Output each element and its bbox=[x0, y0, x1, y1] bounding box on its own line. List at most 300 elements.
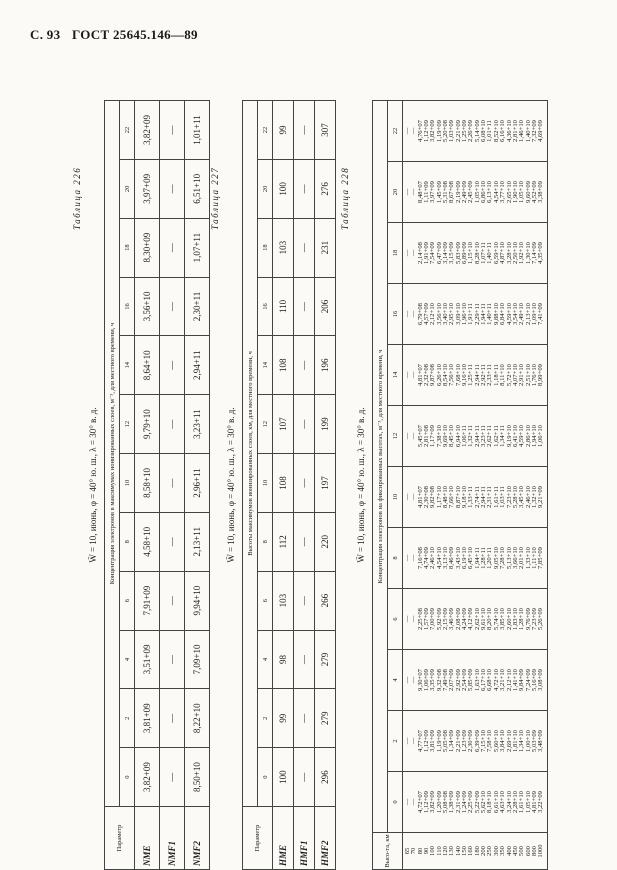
table-cell: 1,94+11 bbox=[480, 303, 488, 325]
table-cell: 9,16+10 bbox=[461, 364, 469, 386]
table-cell: 3,22+09 bbox=[537, 791, 545, 813]
table-cell: 6,16+10 bbox=[499, 120, 507, 142]
hour-header: 20 bbox=[120, 159, 135, 218]
table-cell: — bbox=[294, 689, 315, 748]
table-cell: 9,79+10 bbox=[135, 395, 160, 454]
value-column bbox=[403, 772, 548, 833]
table-cell: 3,82+09 bbox=[429, 791, 437, 813]
table-cell: 3,82+09 bbox=[135, 101, 160, 160]
table-cell: 7,15+10 bbox=[480, 730, 488, 752]
height-value: 300 bbox=[492, 846, 500, 856]
table-cell: 7,00+09 bbox=[429, 608, 437, 630]
table-cell: 2,30+08 bbox=[423, 486, 431, 508]
hour-header: 0 bbox=[120, 748, 135, 807]
param-name: HMF2 bbox=[315, 807, 336, 870]
table-cell: — bbox=[294, 630, 315, 689]
table-cell: 4,36+10 bbox=[505, 120, 513, 142]
table-cell: — bbox=[294, 101, 315, 160]
table-cell: 1,23+09 bbox=[461, 730, 469, 752]
table-cell: 1,38+09 bbox=[448, 791, 456, 813]
value-column bbox=[403, 467, 548, 528]
table-cell: 7,32+09 bbox=[530, 120, 538, 142]
table-cell: 3,77+10 bbox=[499, 181, 507, 203]
table-cell: 8,30+09 bbox=[135, 218, 160, 277]
hour-header: 18 bbox=[258, 218, 273, 277]
height-value: 130 bbox=[448, 846, 456, 856]
table-cell: 8,64+10 bbox=[135, 336, 160, 395]
table-cell: — bbox=[160, 336, 185, 395]
table-cell: 6,17+10 bbox=[480, 669, 488, 691]
table-cell: 2,91+10 bbox=[518, 364, 526, 386]
table-cell: 112 bbox=[273, 512, 294, 571]
hour-header: 2 bbox=[388, 711, 403, 772]
table-cell: 3,28+10 bbox=[505, 242, 513, 264]
page-number: С. 93 bbox=[30, 27, 61, 42]
table-cell: 3,84+10 bbox=[499, 730, 507, 752]
table-cell: 1,33+11 bbox=[467, 486, 475, 508]
table-cell: 7,54+09 bbox=[429, 242, 437, 264]
table-cell: 1,01+11 bbox=[486, 120, 494, 142]
table-cell: 5,85+09 bbox=[467, 669, 475, 691]
table-cell: 1,05+10 bbox=[518, 181, 526, 203]
param-name: NMF1 bbox=[160, 807, 185, 870]
param-name: NME bbox=[135, 807, 160, 870]
table-cell: 5,20+08 bbox=[442, 120, 450, 142]
table-cell: 2,46+10 bbox=[524, 486, 532, 508]
hour-header: 16 bbox=[120, 277, 135, 336]
hour-header: 22 bbox=[388, 101, 403, 162]
table-cell: 3,09+10 bbox=[454, 303, 462, 325]
table-cell: 3,14+09 bbox=[442, 242, 450, 264]
table-cell: 2,32+08 bbox=[423, 364, 431, 386]
height-header: Высо-та, км bbox=[373, 833, 403, 870]
hour-header: 12 bbox=[258, 395, 273, 454]
table-cell: 6,13+10 bbox=[486, 181, 494, 203]
table-cell: 8,22+10 bbox=[185, 689, 210, 748]
height-value: 150 bbox=[461, 846, 469, 856]
table-cell: 4,58+10 bbox=[135, 512, 160, 571]
hour-header: 4 bbox=[120, 630, 135, 689]
table-cell: 4,81+09 bbox=[530, 791, 538, 813]
table-cell: 1,76+10 bbox=[530, 364, 538, 386]
table-cell: 276 bbox=[315, 159, 336, 218]
height-value: 350 bbox=[499, 846, 507, 856]
table-cell: 9,69+10 bbox=[442, 425, 450, 447]
height-value: 65 bbox=[404, 847, 411, 855]
table-cell: 3,48+09 bbox=[537, 730, 545, 752]
height-value: 110 bbox=[435, 846, 443, 856]
table-cell: 2,65+10 bbox=[505, 181, 513, 203]
table-cell: 4,54+10 bbox=[435, 547, 443, 569]
table-cell: 2,74+11 bbox=[473, 486, 481, 508]
table-cell: 103 bbox=[273, 218, 294, 277]
table-cell: 1,19+09 bbox=[435, 730, 443, 752]
table-cell: 6,89+09 bbox=[461, 242, 469, 264]
table-cell: 3,24+10 bbox=[505, 791, 513, 813]
table-cell: 9,84+09 bbox=[518, 669, 526, 691]
table-cell: 6,26+10 bbox=[435, 364, 443, 386]
height-value: 200 bbox=[480, 846, 488, 856]
table-cell: 1,18+11 bbox=[492, 364, 500, 386]
table-cell: 5,26+09 bbox=[537, 608, 545, 630]
table-cell: — bbox=[410, 798, 418, 806]
table-cell: 1,17+10 bbox=[435, 486, 443, 508]
table-226-subcaption: Концентрация электронов в максимумах ионизированных слоев, м⁻³, для местного времени, ч bbox=[105, 101, 120, 807]
table-cell: 2,60+10 bbox=[505, 608, 513, 630]
table-cell: — bbox=[404, 493, 411, 501]
table-cell: 6,68+10 bbox=[486, 669, 494, 691]
table-cell: 1,25+11 bbox=[467, 364, 475, 386]
table-cell: 1,05+10 bbox=[524, 791, 532, 813]
table-cell: 2,30+09 bbox=[467, 730, 475, 752]
table-cell: 108 bbox=[273, 336, 294, 395]
hour-header: 18 bbox=[388, 223, 403, 284]
table-226-caption: W̄ = 10, июнь, φ = 40° ю. ш., λ = 30° в. д. bbox=[88, 407, 98, 563]
hour-header: 18 bbox=[120, 218, 135, 277]
table-cell: — bbox=[410, 249, 418, 257]
table-cell: 1,96+10 bbox=[461, 303, 469, 325]
height-value: 800 bbox=[530, 846, 538, 856]
table-cell: 7,41+09 bbox=[537, 303, 545, 325]
height-value: 160 bbox=[467, 846, 475, 856]
table-cell: 7,23+09 bbox=[530, 608, 538, 630]
value-column bbox=[403, 223, 548, 284]
value-column bbox=[403, 284, 548, 345]
table-cell: — bbox=[294, 571, 315, 630]
hour-header: 6 bbox=[388, 589, 403, 650]
hour-header: 16 bbox=[258, 277, 273, 336]
height-value: 100 bbox=[429, 846, 437, 856]
table-cell: 1,45+09 bbox=[435, 181, 443, 203]
table-cell: 1,06+10 bbox=[537, 425, 545, 447]
table-cell: 4,81+07 bbox=[416, 364, 424, 386]
table-cell: 1,91+11 bbox=[467, 303, 475, 325]
table-cell: 197 bbox=[315, 454, 336, 513]
table-cell: — bbox=[404, 127, 411, 135]
height-value: 80 bbox=[416, 847, 424, 855]
table-cell: 2,30+11 bbox=[185, 277, 210, 336]
table-cell: 5,62+10 bbox=[480, 791, 488, 813]
height-value: 450 bbox=[511, 846, 519, 856]
param-name: NMF2 bbox=[185, 807, 210, 870]
table-cell: 8,46+09 bbox=[448, 547, 456, 569]
table-cell: 1,32+10 bbox=[530, 486, 538, 508]
table-cell: 6,45+10 bbox=[467, 547, 475, 569]
height-value: 70 bbox=[410, 847, 418, 855]
table-cell: — bbox=[410, 310, 418, 318]
table-cell: 1,06+11 bbox=[461, 425, 469, 447]
table-cell: 2,25+09 bbox=[467, 791, 475, 813]
table-227-caption: W̄ = 10, июнь, φ = 40° ю. ш., λ = 30° в. д. bbox=[226, 407, 236, 563]
table-cell: — bbox=[404, 676, 411, 684]
table-cell: — bbox=[410, 676, 418, 684]
table-cell: 4,24+09 bbox=[461, 608, 469, 630]
table-cell: 9,61+10 bbox=[480, 608, 488, 630]
table-cell: 1,03+11 bbox=[499, 486, 507, 508]
table-cell: — bbox=[294, 748, 315, 807]
table-cell: 2,33+11 bbox=[486, 364, 494, 386]
table-cell: 6,59+10 bbox=[492, 242, 500, 264]
table-cell: 1,12+09 bbox=[423, 120, 431, 142]
value-column bbox=[403, 406, 548, 467]
table-cell: 8,11+10 bbox=[499, 364, 507, 386]
table-cell: 7,58+10 bbox=[486, 730, 494, 752]
value-column bbox=[403, 650, 548, 711]
table-cell: 9,60+09 bbox=[524, 181, 532, 203]
table-cell: 2,19+09 bbox=[454, 181, 462, 203]
table-cell: 1,15+10 bbox=[467, 242, 475, 264]
table-cell: 1,34+09 bbox=[448, 730, 456, 752]
table-cell: 1,20+09 bbox=[435, 791, 443, 813]
table-cell: 4,54+10 bbox=[492, 181, 500, 203]
table-cell: 1,40+11 bbox=[486, 242, 494, 264]
table-cell: 1,34+10 bbox=[518, 730, 526, 752]
table-cell: — bbox=[404, 188, 411, 196]
table-cell: — bbox=[294, 454, 315, 513]
table-cell: 3,85+10 bbox=[499, 608, 507, 630]
param-name: HME bbox=[273, 807, 294, 870]
table-cell: 1,20+11 bbox=[486, 547, 494, 569]
table-228-label: Таблица 228 bbox=[340, 166, 350, 230]
hour-header: 8 bbox=[120, 512, 135, 571]
table-cell: 1,91+09 bbox=[423, 242, 431, 264]
table-cell: 1,40+11 bbox=[486, 303, 494, 325]
table-cell: — bbox=[404, 249, 411, 257]
table-cell: 6,41+10 bbox=[511, 425, 519, 447]
table-cell: 2,62+11 bbox=[486, 425, 494, 447]
table-cell: — bbox=[404, 371, 411, 379]
table-cell: 8,20+10 bbox=[486, 608, 494, 630]
table-cell: — bbox=[410, 432, 418, 440]
table-cell: 6,94+10 bbox=[454, 425, 462, 447]
table-cell: 8,48+10 bbox=[442, 486, 450, 508]
table-cell: 5,31+08 bbox=[442, 181, 450, 203]
table-cell: 2,95+10 bbox=[448, 303, 456, 325]
table-cell: 8,99+09 bbox=[537, 364, 545, 386]
table-cell: 196 bbox=[315, 336, 336, 395]
table-cell: 2,94+11 bbox=[480, 486, 488, 508]
table-cell: 279 bbox=[315, 630, 336, 689]
table-cell: 7,16+08 bbox=[416, 547, 424, 569]
table-cell: 5,92+09 bbox=[435, 608, 443, 630]
table-cell: 3,56+10 bbox=[435, 303, 443, 325]
table-cell: 4,81+07 bbox=[416, 486, 424, 508]
table-cell: 1,05+10 bbox=[473, 181, 481, 203]
rotated-content bbox=[70, 100, 600, 870]
table-cell: 2,54+09 bbox=[461, 669, 469, 691]
table-row bbox=[135, 101, 160, 870]
hour-header: 4 bbox=[388, 650, 403, 711]
table-cell: — bbox=[410, 615, 418, 623]
value-column bbox=[403, 589, 548, 650]
table-cell: — bbox=[404, 798, 411, 806]
table-cell: 4,52+09 bbox=[530, 181, 538, 203]
table-cell: 7,66+10 bbox=[448, 486, 456, 508]
height-value: 1000 bbox=[537, 844, 545, 858]
table-cell: — bbox=[160, 571, 185, 630]
table-cell: 2,01+10 bbox=[518, 547, 526, 569]
table-cell: 296 bbox=[315, 748, 336, 807]
table-cell: 2,14+08 bbox=[416, 242, 424, 264]
table-cell: 1,34+11 bbox=[499, 425, 507, 447]
value-column bbox=[403, 162, 548, 223]
table-cell: 9,05+10 bbox=[492, 547, 500, 569]
table-cell: 1,40+10 bbox=[524, 120, 532, 142]
table-cell: 5,03+09 bbox=[530, 730, 538, 752]
table-cell: 8,67+08 bbox=[448, 181, 456, 203]
table-cell: 7,09+10 bbox=[185, 630, 210, 689]
table-cell: 1,01+11 bbox=[185, 101, 210, 160]
table-cell: — bbox=[410, 188, 418, 196]
table-cell: 220 bbox=[315, 512, 336, 571]
table-cell: 3,51+09 bbox=[135, 630, 160, 689]
table-cell: 8,48+07 bbox=[416, 181, 424, 203]
hour-header: 12 bbox=[120, 395, 135, 454]
table-cell: 5,60+10 bbox=[492, 730, 500, 752]
table-row bbox=[185, 101, 210, 870]
table-cell: 9,87+08 bbox=[429, 364, 437, 386]
table-cell: 2,08+09 bbox=[454, 608, 462, 630]
table-cell: 2,31+11 bbox=[486, 486, 494, 508]
table-cell: 1,17+09 bbox=[429, 425, 437, 447]
table-cell: 1,92+10 bbox=[518, 242, 526, 264]
table-cell: — bbox=[410, 371, 418, 379]
hour-header: 14 bbox=[258, 336, 273, 395]
table-cell: 4,77+07 bbox=[416, 730, 424, 752]
hour-header: 14 bbox=[120, 336, 135, 395]
table-cell: 266 bbox=[315, 571, 336, 630]
table-cell: 7,23+10 bbox=[505, 486, 513, 508]
table-cell: 3,13+10 bbox=[442, 547, 450, 569]
table-cell: 4,12+09 bbox=[467, 608, 475, 630]
hour-header: 20 bbox=[258, 159, 273, 218]
hour-header: 22 bbox=[120, 101, 135, 160]
hour-header: 10 bbox=[258, 454, 273, 513]
table-cell: 3,38+09 bbox=[537, 181, 545, 203]
table-cell: 4,59+10 bbox=[518, 425, 526, 447]
table-cell: — bbox=[404, 554, 411, 562]
table-cell: 9,32+08 bbox=[435, 669, 443, 691]
table-cell: 5,14+09 bbox=[473, 120, 481, 142]
hour-header: 2 bbox=[120, 689, 135, 748]
table-cell: 3,81+09 bbox=[135, 689, 160, 748]
table-cell: 1,07+11 bbox=[185, 218, 210, 277]
table-cell: 3,40+10 bbox=[442, 303, 450, 325]
table-cell: 1,57+09 bbox=[423, 608, 431, 630]
table-cell: 2,92+11 bbox=[480, 364, 488, 386]
table-cell: 7,91+09 bbox=[135, 571, 160, 630]
hour-header: 0 bbox=[258, 748, 273, 807]
table-cell: 1,33+10 bbox=[524, 547, 532, 569]
table-cell: — bbox=[410, 554, 418, 562]
table-228-subcaption: Концентрация электронов на фиксированных высотах, м⁻³, для местного времени, ч bbox=[373, 101, 388, 833]
table-cell: 1,07+11 bbox=[480, 242, 488, 264]
table-cell: — bbox=[294, 336, 315, 395]
hour-header: 2 bbox=[258, 689, 273, 748]
table-cell: 9,30+07 bbox=[416, 669, 424, 691]
table-cell: 5,08+08 bbox=[442, 791, 450, 813]
table-cell: — bbox=[160, 218, 185, 277]
table-cell: 2,28+10 bbox=[511, 791, 519, 813]
table-cell: 1,11+09 bbox=[423, 181, 431, 203]
table-cell: 2,51+10 bbox=[524, 364, 532, 386]
table-cell: — bbox=[294, 395, 315, 454]
table-cell: 7,14+09 bbox=[530, 242, 538, 264]
table-cell: 3,23+11 bbox=[480, 425, 488, 447]
table-cell: 4,07+10 bbox=[511, 364, 519, 386]
table-cell: 6,61+10 bbox=[492, 791, 500, 813]
table-cell: 3,43+10 bbox=[454, 547, 462, 569]
table-cell: 3,97+09 bbox=[135, 159, 160, 218]
param-header: Параметр bbox=[243, 807, 273, 870]
table-cell: 4,87+10 bbox=[499, 242, 507, 264]
table-cell: 108 bbox=[273, 454, 294, 513]
table-cell: 4,74+09 bbox=[423, 547, 431, 569]
table-cell: 3,21+10 bbox=[499, 669, 507, 691]
height-value: 180 bbox=[473, 846, 481, 856]
table-227-label: Таблица 227 bbox=[210, 166, 220, 230]
table-cell: 2,07+09 bbox=[448, 669, 456, 691]
table-cell: 7,49+08 bbox=[442, 669, 450, 691]
table-cell: 2,49+09 bbox=[461, 181, 469, 203]
table-cell: 100 bbox=[273, 748, 294, 807]
table-cell: 1,83+10 bbox=[511, 608, 519, 630]
table-cell: 2,29+11 bbox=[473, 303, 481, 325]
hour-header: 6 bbox=[120, 571, 135, 630]
table-cell: — bbox=[160, 748, 185, 807]
table-cell: 2,21+09 bbox=[454, 120, 462, 142]
table-cell: 8,87+10 bbox=[454, 486, 462, 508]
table-cell: — bbox=[160, 689, 185, 748]
height-value: 140 bbox=[454, 846, 462, 856]
standard-code: ГОСТ 25645.146—89 bbox=[71, 27, 198, 42]
table-226-label: Таблица 226 bbox=[72, 166, 82, 230]
height-value: 500 bbox=[518, 846, 526, 856]
table-cell: 7,38+10 bbox=[435, 425, 443, 447]
table-cell: 9,21+09 bbox=[537, 486, 545, 508]
table-cell: 231 bbox=[315, 218, 336, 277]
table-cell: — bbox=[404, 737, 411, 745]
table-cell: 5,22+09 bbox=[473, 791, 481, 813]
height-column bbox=[403, 833, 548, 870]
table-cell: 2,96+11 bbox=[185, 454, 210, 513]
table-row bbox=[315, 101, 336, 870]
table-cell: — bbox=[294, 218, 315, 277]
table-cell: 206 bbox=[315, 277, 336, 336]
value-column bbox=[403, 345, 548, 406]
param-header: Параметр bbox=[105, 807, 135, 870]
table-cell: 2,62+10 bbox=[473, 608, 481, 630]
table-cell: 1,46+10 bbox=[518, 120, 526, 142]
height-value: 120 bbox=[442, 846, 450, 856]
table-cell: 6,47+09 bbox=[435, 242, 443, 264]
table-cell: 3,66+10 bbox=[511, 547, 519, 569]
table-cell: 6,79+08 bbox=[416, 303, 424, 325]
table-cell: 9,94+10 bbox=[185, 571, 210, 630]
table-cell: 103 bbox=[273, 571, 294, 630]
table-cell: 2,81+08 bbox=[423, 425, 431, 447]
table-cell: 1,11+10 bbox=[530, 547, 538, 569]
table-cell: — bbox=[160, 277, 185, 336]
table-cell: — bbox=[160, 395, 185, 454]
table-cell: 6,84+10 bbox=[499, 303, 507, 325]
table-cell: 3,08+09 bbox=[537, 669, 545, 691]
table-cell: 3,97+09 bbox=[429, 181, 437, 203]
table-cell: 8,58+10 bbox=[135, 454, 160, 513]
table-cell: 2,50+10 bbox=[511, 242, 519, 264]
hour-header: 6 bbox=[258, 571, 273, 630]
table-cell: 8,50+10 bbox=[185, 748, 210, 807]
